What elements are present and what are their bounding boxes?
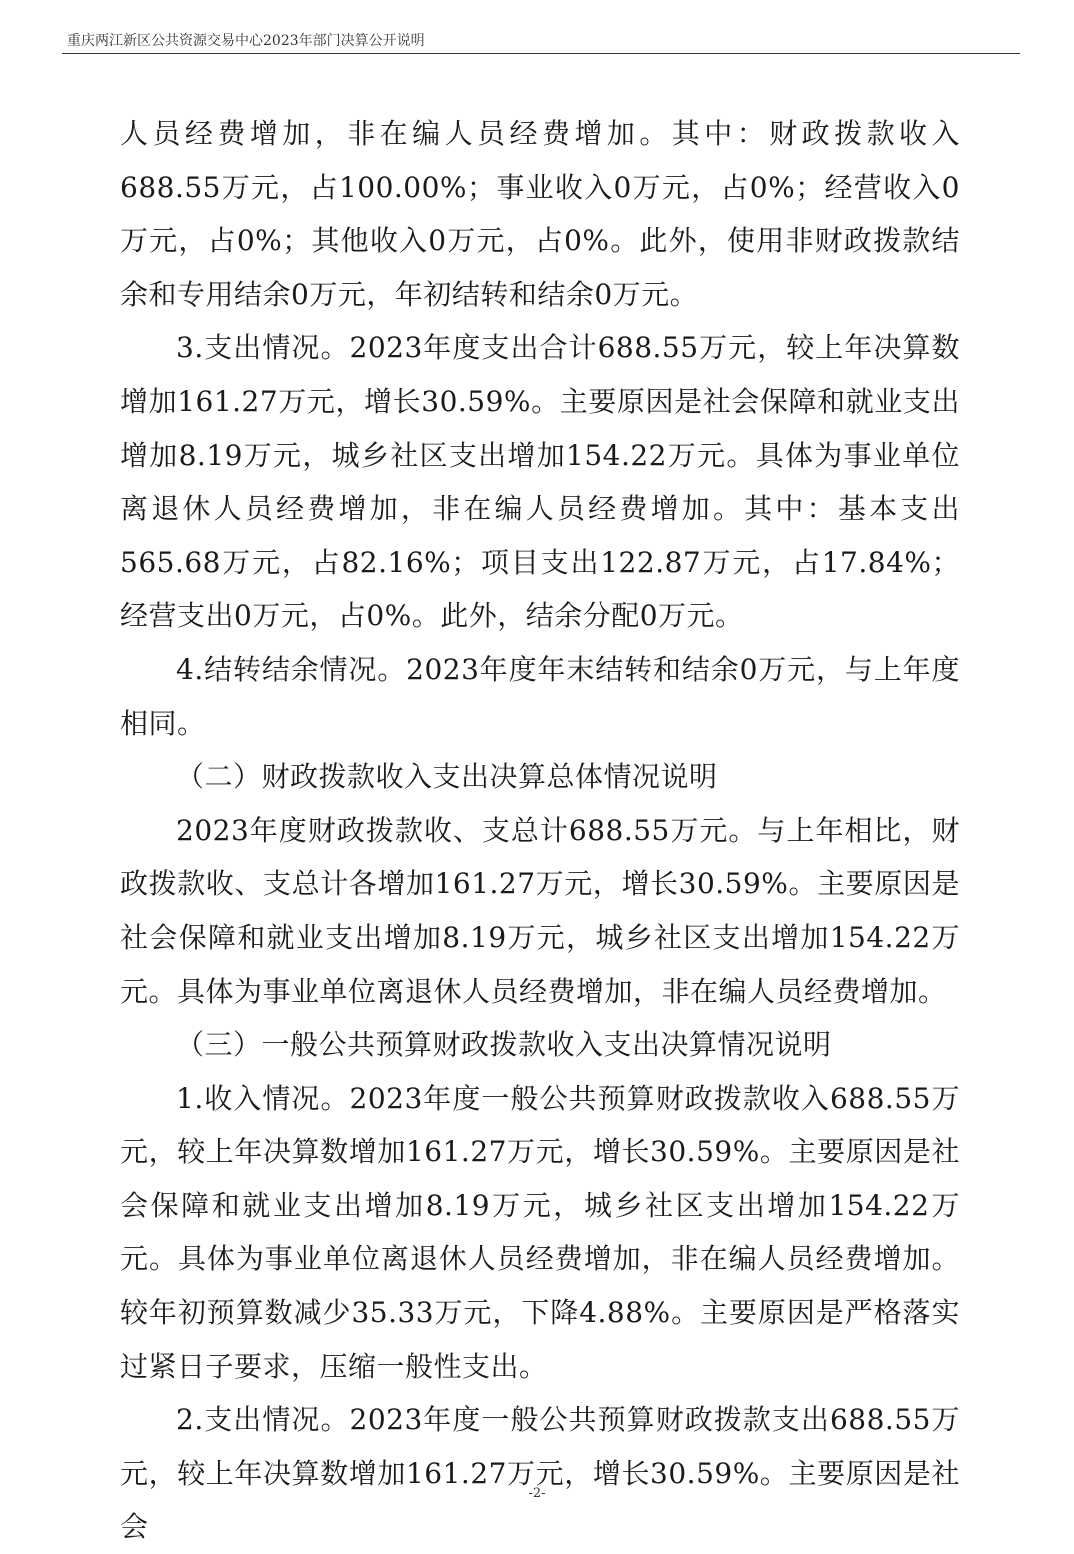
paragraph-expenditure: 3.支出情况。2023年度支出合计688.55万元，较上年决算数增加161.27万元，增长30.59%。主要原因是社会保障和就业支出增加8.19万元，城乡社区支出增加154.22万元。具体为事业单位离退休人员经费增加，非在编人员经费增加。其中：基本支出565.68万元，占82.16%；项目支出122.87万元，占17.84%；经营支出0万元，占0%。此外，结余分配0万元。 [120, 331, 960, 633]
document-body [120, 107, 960, 1554]
paragraph-general-income: 1.收入情况。2023年度一般公共预算财政拨款收入688.55万元，较上年决算数增加161.27万元，增长30.59%。主要原因是社会保障和就业支出增加8.19万元，城乡社区支出增加154.22万元。具体为事业单位离退休人员经费增加，非在编人员经费增加。较年初预算数减少35.33万元，下降4.88%。主要原因是严格落实过紧日子要求，压缩一般性支出。 [120, 1081, 960, 1383]
header-divider [62, 53, 1020, 54]
section-heading-3: （三）一般公共预算财政拨款收入支出决算情况说明 [176, 1028, 832, 1062]
paragraph-carryover: 4.结转结余情况。2023年度年末结转和结余0万元，与上年度相同。 [120, 652, 960, 740]
section-heading-2: （二）财政拨款收入支出决算总体情况说明 [176, 760, 718, 794]
paragraph-general-expenditure: 2.支出情况。2023年度一般公共预算财政拨款支出688.55万元，较上年决算数增加161.27万元，增长30.59%。主要原因是社会 [120, 1403, 960, 1544]
running-header: 重庆两江新区公共资源交易中心2023年部门决算公开说明 [67, 33, 425, 49]
page-number: -2- [528, 1486, 546, 1501]
paragraph-fiscal-total: 2023年度财政拨款收、支总计688.55万元。与上年相比，财政拨款收、支总计各增加161.27万元，增长30.59%。主要原因是社会保障和就业支出增加8.19万元，城乡社区支出增加154.22万元。具体为事业单位离退休人员经费增加，非在编人员经费增加。 [120, 813, 960, 1008]
paragraph-income-continued: 人员经费增加，非在编人员经费增加。其中：财政拨款收入688.55万元，占100.00%；事业收入0万元，占0%；经营收入0万元，占0%；其他收入0万元，占0%。此外，使用非财政拨款结余和专用结余0万元，年初结转和结余0万元。 [120, 117, 960, 311]
